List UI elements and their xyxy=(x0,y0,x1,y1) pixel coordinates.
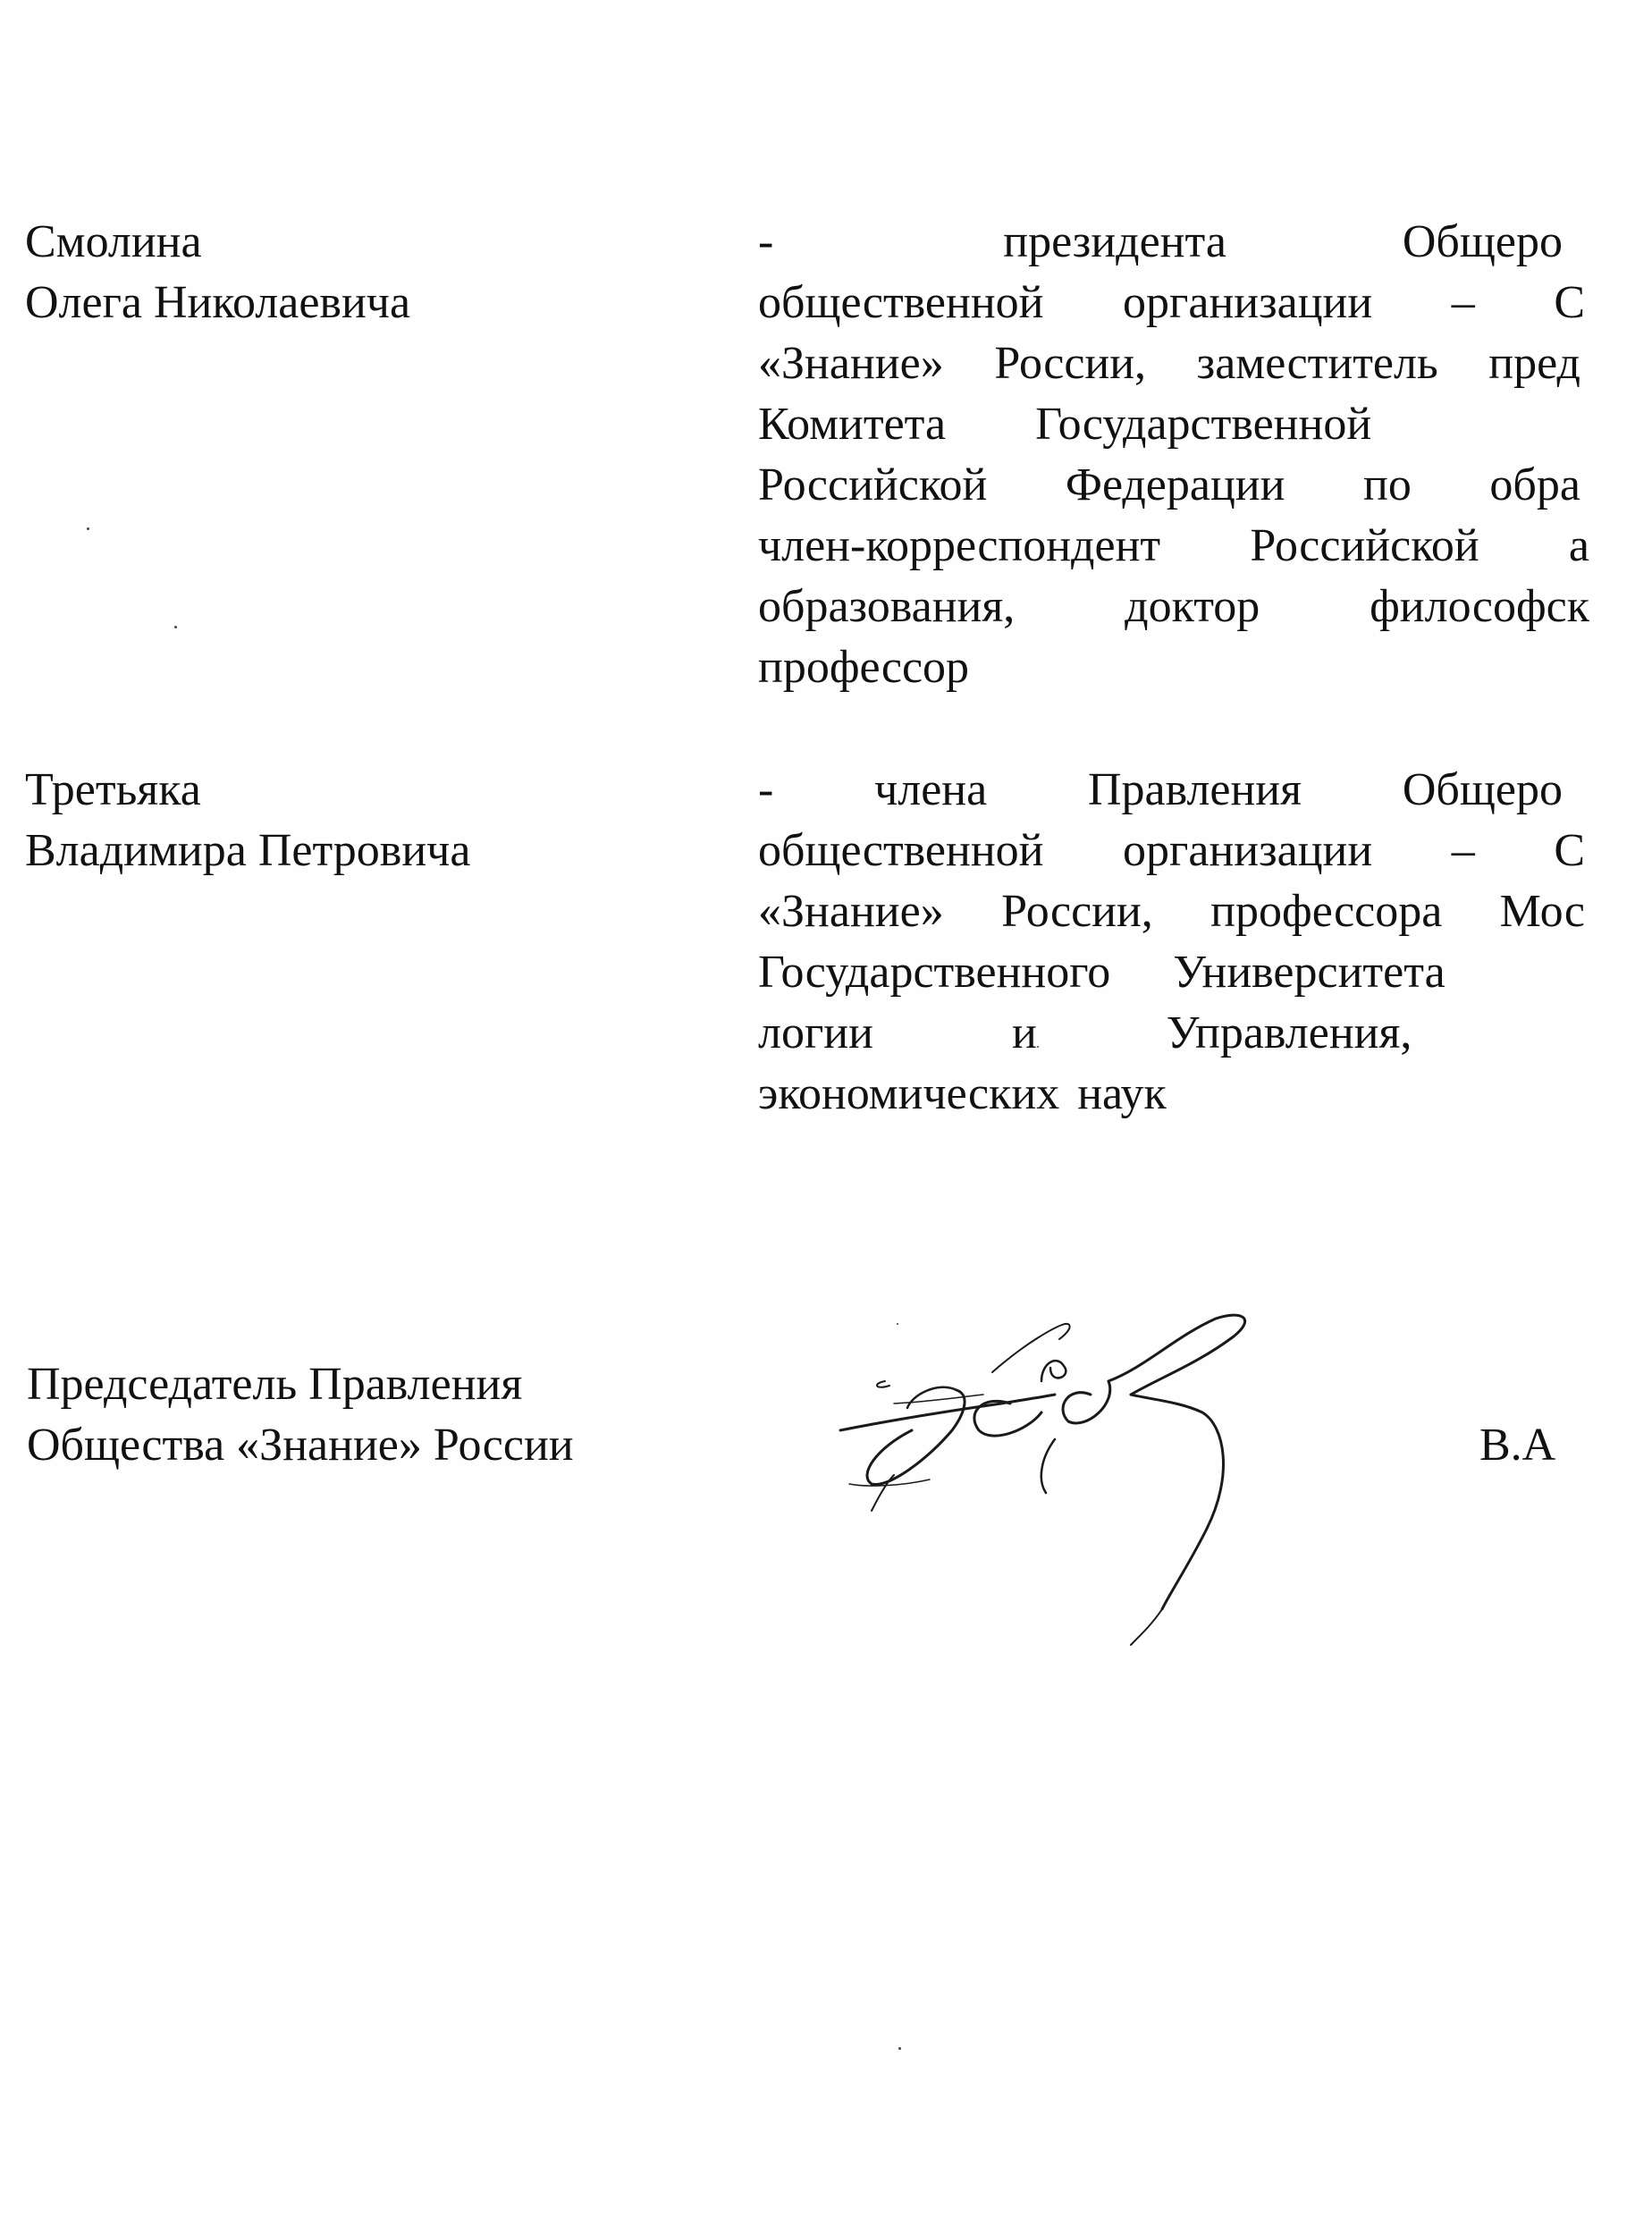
scan-speck xyxy=(897,1323,898,1325)
entry-2-given-names: Владимира Петровича xyxy=(25,825,471,876)
entry-2-desc-line: логии и Управления, xyxy=(758,1007,1412,1058)
signer-title-line-2: Общества «Знание» России xyxy=(27,1420,574,1471)
signer-name: В.А xyxy=(1479,1420,1556,1471)
entry-1-desc-line: Российской Федерации по обра xyxy=(758,459,1580,510)
entry-2-name xyxy=(25,760,470,881)
scan-speck xyxy=(174,626,177,628)
scan-speck xyxy=(898,2047,901,2050)
entry-1-surname: Смолина xyxy=(25,216,202,267)
entry-2-desc-line: - члена Правления Общеро xyxy=(758,764,1563,815)
entry-2-desc-line: «Знание» России, профессора Мос xyxy=(758,886,1585,937)
handwritten-signature xyxy=(822,1296,1323,1681)
entry-2-surname: Третьяка xyxy=(25,764,201,815)
entry-1-desc-line: Комитета Государственной xyxy=(758,399,1372,450)
entry-1-desc-line: образования, доктор философск xyxy=(758,581,1589,632)
entry-2-desc-line: экономических наук xyxy=(758,1068,1167,1119)
entry-1-description xyxy=(758,212,1589,698)
signer-title xyxy=(27,1354,574,1476)
signer-title-line-1: Председатель Правления xyxy=(27,1359,523,1410)
scan-speck xyxy=(87,527,89,530)
entry-1-name xyxy=(25,212,410,333)
entry-1-desc-line: общественной организации – С xyxy=(758,277,1585,328)
entry-2-desc-line: общественной организации – С xyxy=(758,825,1585,876)
entry-2-description xyxy=(758,760,1585,1125)
entry-1-desc-line: «Знание» России, заместитель пред xyxy=(758,338,1580,389)
entry-1-given-names: Олега Николаевича xyxy=(25,277,411,328)
scan-speck xyxy=(1037,1046,1039,1048)
entry-1-desc-line: профессор xyxy=(758,642,970,693)
entry-1-desc-line: член-корреспондент Российской а xyxy=(758,520,1589,571)
entry-1-desc-line: - президента Общеро xyxy=(758,216,1563,267)
entry-2-desc-line: Государственного Университета xyxy=(758,947,1446,998)
